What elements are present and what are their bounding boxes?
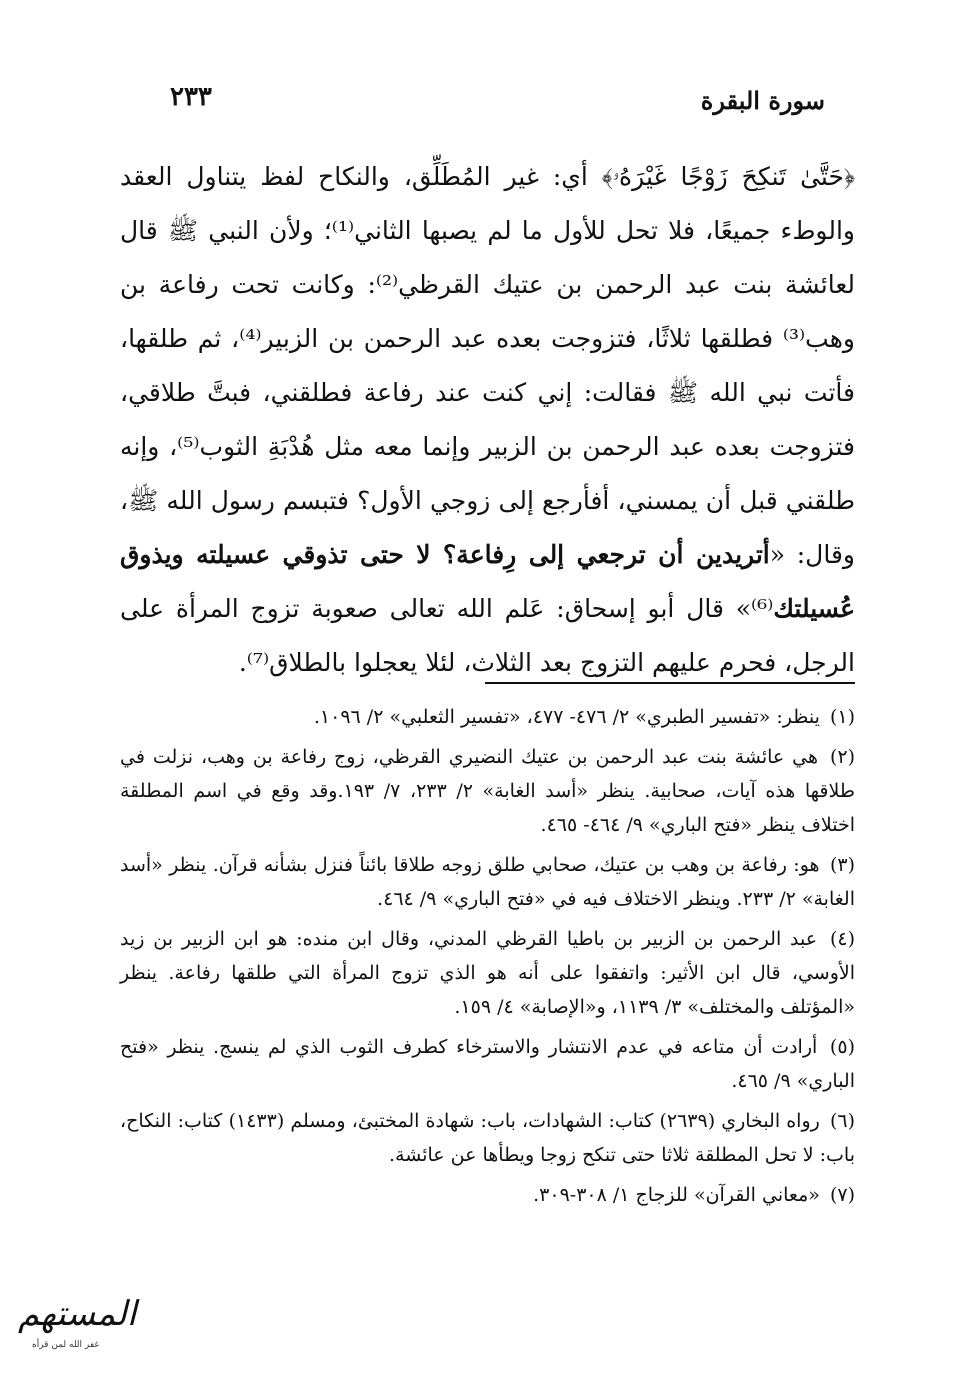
footnote-text: أرادت أن متاعه في عدم الانتشار والاسترخاء كطرف الثوب الذي لم ينسج. ينظر «فتح الباري» ٩/ ٤٦٥.: [120, 1036, 855, 1092]
footnote-text: «معاني القرآن» للزجاج ١/ ٣٠٨-٣٠٩.: [533, 1184, 820, 1206]
footnote-number: (٤): [829, 928, 855, 950]
footnote-number: (٧): [829, 1184, 855, 1206]
footnote-item: [120, 1030, 855, 1098]
page-header: [170, 82, 825, 122]
footnotes: [120, 700, 855, 1218]
hadith-quote: أتريدين أن ترجعي إلى رِفاعة؟ لا حتى تذوقي عسيلته ويذوق عُسيلتك: [120, 540, 855, 623]
footnote-item: [120, 700, 855, 734]
publisher-logo: [10, 1290, 145, 1360]
footnote-number: (٦): [829, 1110, 856, 1132]
main-text-part1: ﴿حَتَّىٰ تَنكِحَ زَوْجًا غَيْرَهُۥ﴾ أي: غير المُطَلِّق، والنكاح لفظ يتناول العقد والوطء جميعًا، فلا تحل للأول ما لم يصبها الثاني⁽¹⁾؛ ولأن النبي ﷺ قال لعائشة بنت عبد الرحمن بن عتيك القرظي⁽²⁾: وكانت تحت رفاعة بن وهب⁽³⁾ فطلقها ثلاثًا، فتزوجت بعده عبد الرحمن بن الزبير⁽⁴⁾، ثم طلقها، فأتت نبي الله ﷺ فقالت: إني كنت عند رفاعة فطلقني، فبتَّ طلاقي، فتزوجت بعده عبد الرحمن بن الزبير وإنما معه مثل هُدْبَةِ الثوب⁽⁵⁾، وإنه طلقني قبل أن يمسني، أفأرجع إلى زوجي الأول؟ فتبسم رسول الله ﷺ، وقال: «: [120, 162, 855, 569]
main-text: [120, 150, 855, 690]
main-paragraph: [120, 150, 855, 690]
footnote-item: [120, 1104, 855, 1172]
footnote-item: [120, 848, 855, 916]
footnote-number: (١): [829, 706, 855, 728]
footnote-item: [120, 740, 855, 842]
footnote-text: عبد الرحمن بن الزبير بن باطيا القرظي المدني، وقال ابن منده: هو ابن الزبير بن زيد الأوسي، قال ابن الأثير: واتفقوا على أنه هو الذي تزوج المرأة التي طلقها رفاعة. ينظر «المؤتلف والمختلف» ٣/ ١١٣٩، و«الإصابة» ٤/ ١٥٩.: [120, 928, 855, 1018]
footnote-item: [120, 1178, 855, 1212]
logo-text: المستهم: [18, 1294, 137, 1334]
footnote-text: هي عائشة بنت عبد الرحمن بن عتيك النضيري القرظي، زوج رفاعة بن وهب، نزلت في طلاقها هذه آيات، صحابية. ينظر «أسد الغابة» ٢/ ٢٣٣، ٧/ ١٩٣.وقد وقع في اسم المطلقة اختلاف ينظر «فتح الباري» ٩/ ٤٦٤- ٤٦٥.: [120, 746, 855, 836]
footnote-divider: [485, 682, 855, 684]
footnote-item: [120, 922, 855, 1024]
footnote-number: (٢): [829, 746, 855, 768]
surah-title: سورة البقرة: [700, 86, 825, 115]
logo-subtext: غفر الله لمن قرأه: [32, 1340, 100, 1350]
main-text-part2: ⁽⁶⁾» قال أبو إسحاق: عَلم الله تعالى صعوبة تزوج المرأة على الرجل، فحرم عليهم التزوج بعد الثلاث، لئلا يعجلوا بالطلاق⁽⁷⁾.: [120, 594, 855, 677]
footnote-text: ينظر: «تفسير الطبري» ٢/ ٤٧٦- ٤٧٧، «تفسير الثعلبي» ٢/ ١٠٩٦.: [313, 706, 820, 728]
footnote-text: هو: رفاعة بن وهب بن عتيك، صحابي طلق زوجه طلاقا بائناً فنزل بشأنه قرآن. ينظر «أسد الغابة» ٢/ ٢٣٣. وينظر الاختلاف فيه في «فتح الباري» ٩/ ٤٦٤.: [120, 854, 855, 910]
footnote-number: (٥): [829, 1036, 855, 1058]
page-number: ٢٣٣: [170, 82, 212, 112]
footnote-number: (٣): [829, 854, 855, 876]
footnote-text: رواه البخاري (٢٦٣٩) كتاب: الشهادات، باب: شهادة المختبئ، ومسلم (١٤٣٣) كتاب: النكاح، باب: لا تحل المطلقة ثلاثا حتى تنكح زوجا ويطأها عن عائشة.: [120, 1110, 855, 1166]
